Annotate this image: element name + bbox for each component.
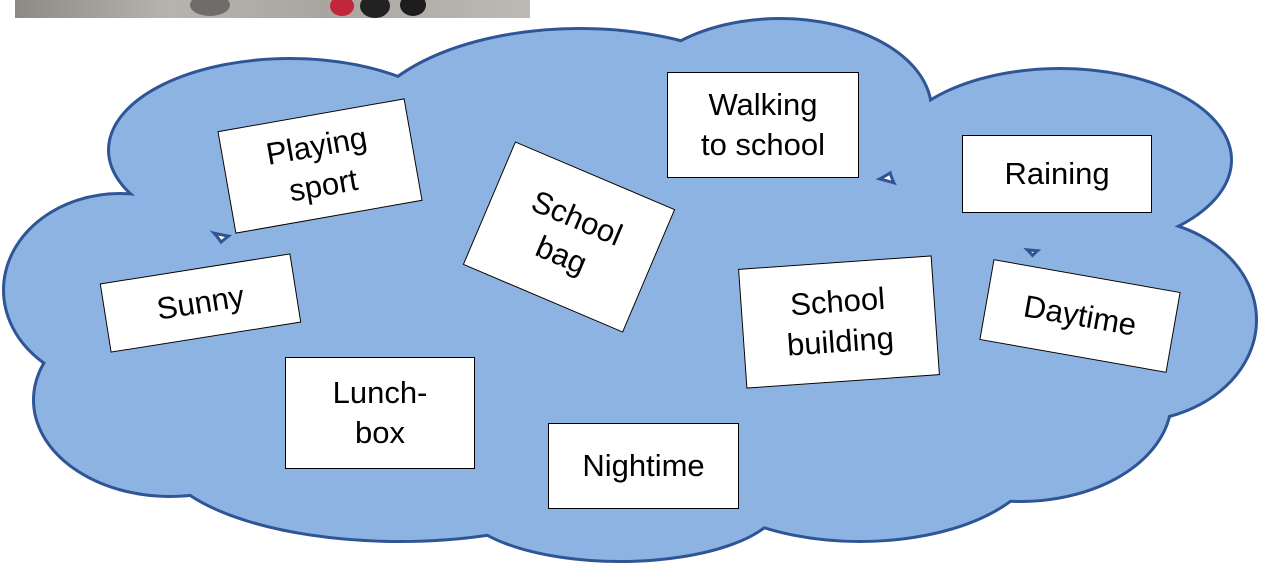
word-card-playing-sport: Playing sport xyxy=(217,98,422,233)
word-card-raining: Raining xyxy=(962,135,1152,213)
word-card-sunny: Sunny xyxy=(100,253,302,352)
word-card-school-bag: School bag xyxy=(463,141,676,332)
word-card-daytime: Daytime xyxy=(979,259,1180,373)
word-card-nightime: Nightime xyxy=(548,423,739,509)
word-card-lunch-box: Lunch- box xyxy=(285,357,475,469)
word-card-school-building: School building xyxy=(738,255,940,388)
word-card-walking-to-school: Walking to school xyxy=(667,72,859,178)
